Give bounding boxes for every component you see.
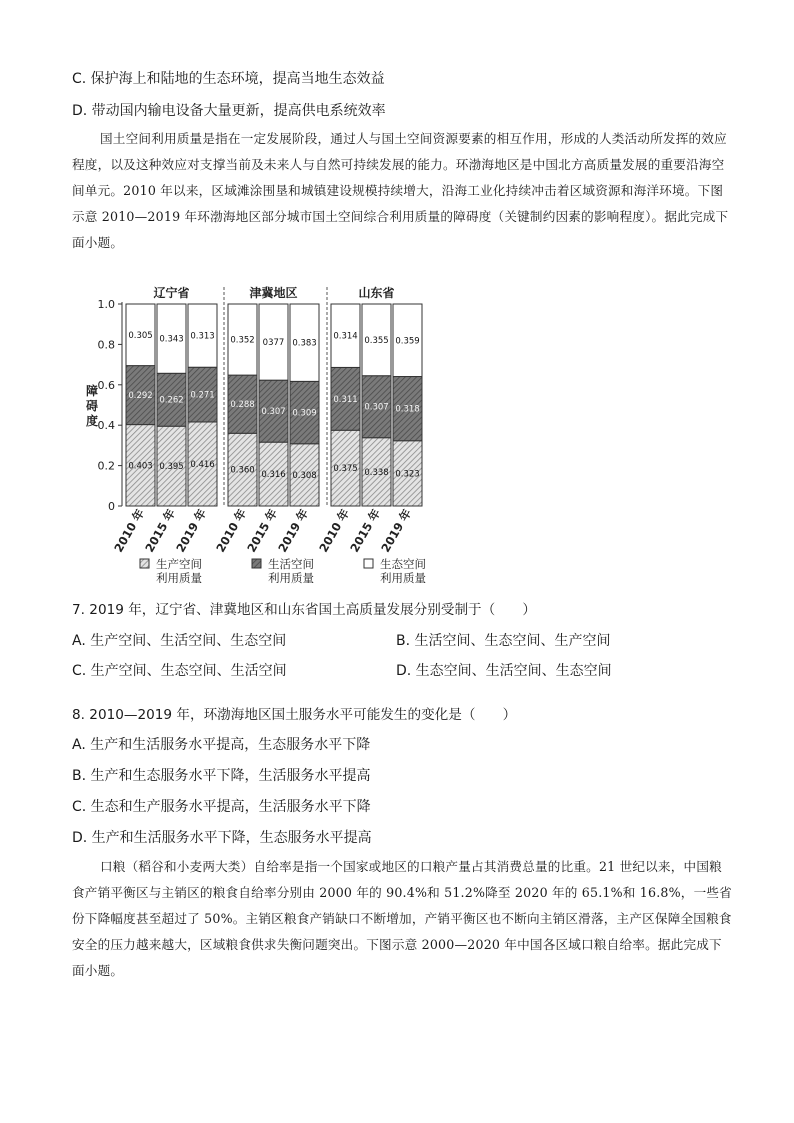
data-label: 0.292 [128,391,153,402]
y-tick-label: 0.6 [97,378,115,392]
x-tick-label: 2019 年 [275,506,312,555]
y-tick-label: 1.0 [97,298,115,311]
y-tick-label: 0.8 [97,338,115,352]
question-7-stem: 7. 2019 年，辽宁省、津冀地区和山东省国土高质量发展分别受制于（ ） [72,602,537,618]
data-label: 0.338 [364,467,389,478]
data-label: 0.323 [395,469,420,480]
data-label: 0.416 [190,459,215,470]
legend-swatch [364,559,373,568]
data-label: 0.309 [292,408,317,419]
data-label: 0.343 [159,334,184,345]
data-label: 0.307 [364,402,389,413]
y-axis-title: 度 [85,414,99,428]
data-label: 0.352 [230,335,255,346]
data-label: 0.314 [333,331,358,342]
y-tick-label: 0 [108,500,115,513]
data-label: 0.318 [395,404,420,415]
stacked-bar-chart [80,283,450,593]
q7-option-c[interactable]: C. 生产空间、生态空间、生活空间 [72,663,287,679]
data-label: 0.375 [333,464,358,475]
passage-text: 国土空间利用质量是指在一定发展阶段，通过人与国土空间资源要素的相互作用，形成的人类活动所发挥的效应程度，以及这种效应对支撑当前及未来人与自然可持续发展的能力。环渤海地区是中国北方高质量发展的重要沿海空间单元。2010 年以来，区域滩涂围垦和城镇建设规模持续增大，沿海工业化持续冲击着区域资源和海洋环境。下图示意 2010—2019 年环渤海地区部分城市国土空间综合利用质量的障碍度（关键制约因素的影响程度）。据此完成下面小题。 [72,131,729,250]
data-label: 0.395 [159,462,184,473]
y-tick-label: 0.2 [97,459,115,473]
legend-label: 生活空间 [268,557,314,571]
x-tick-label: 2019 年 [173,506,210,555]
x-tick-label: 2010 年 [213,506,250,555]
data-label: 0377 [262,338,285,349]
data-label: 0.307 [261,407,286,418]
prev-option-c: C. 保护海上和陆地的生态环境，提高当地生态效益 [72,71,385,87]
data-label: 0.271 [190,390,215,401]
q8-option-d[interactable]: D. 生产和生活服务水平下降，生态服务水平提高 [72,830,372,846]
group-title: 津冀地区 [249,286,298,300]
legend-label: 利用质量 [268,571,314,585]
data-label: 0.403 [128,461,153,472]
x-tick-label: 2015 年 [244,506,281,555]
x-tick-label: 2010 年 [111,506,148,555]
passage-text-2: 口粮（稻谷和小麦两大类）自给率是指一个国家或地区的口粮产量占其消费总量的比重。21 世纪以来，中国粮食产销平衡区与主销区的粮食自给率分别由 2000 年的 90.4%和 51.2%降至 2020 年的 65.1%和 16.8%，一些省份下降幅度甚至超过了 50%。主销区粮食产销缺口不断增加，产销平衡区也不断向主销区滑落，主产区保障全国粮食安全的压力越来越大，区域粮食供求失衡问题突出。下图示意 2000—2020 年中国各区域口粮自给率。据此完成下面小题。 [72,859,732,978]
group-title: 山东省 [358,286,395,300]
data-label: 0.313 [190,331,215,342]
q7-option-d[interactable]: D. 生态空间、生活空间、生态空间 [396,663,612,679]
data-label: 0.288 [230,400,255,411]
legend-label: 生产空间 [156,557,202,571]
data-label: 0.316 [261,470,286,481]
prev-option-d: D. 带动国内输电设备大量更新，提高供电系统效率 [72,103,386,119]
data-label: 0.311 [333,394,358,405]
legend-swatch [140,559,149,568]
data-label: 0.305 [128,330,153,341]
y-axis-title: 障 [85,384,99,398]
data-label: 0.360 [230,465,255,476]
x-tick-label: 2015 年 [142,506,179,555]
data-label: 0.383 [292,338,317,349]
passage-land-quality [72,126,732,256]
legend-label: 生态空间 [380,557,426,571]
data-label: 0.308 [292,470,317,481]
group-title: 辽宁省 [153,286,190,300]
q8-option-b[interactable]: B. 生产和生态服务水平下降，生活服务水平提高 [72,768,371,784]
data-label: 0.355 [364,335,389,346]
q8-option-c[interactable]: C. 生态和生产服务水平提高，生活服务水平下降 [72,799,371,815]
legend-swatch [252,559,261,568]
legend-label: 利用质量 [380,571,426,585]
question-8-stem: 8. 2010—2019 年，环渤海地区国土服务水平可能发生的变化是（ ） [72,707,517,723]
obstacle-degree-chart [80,283,450,593]
data-label: 0.262 [159,395,184,406]
data-label: 0.359 [395,336,420,347]
x-tick-label: 2015 年 [347,506,384,555]
q7-option-a[interactable]: A. 生产空间、生活空间、生态空间 [72,633,287,649]
y-axis-title: 碍 [85,399,99,413]
y-tick-label: 0.4 [97,419,115,433]
passage-grain-self-sufficiency [72,854,732,984]
x-tick-label: 2019 年 [378,506,415,555]
q7-option-b[interactable]: B. 生活空间、生态空间、生产空间 [396,633,611,649]
x-tick-label: 2010 年 [316,506,353,555]
q8-option-a[interactable]: A. 生产和生活服务水平提高，生态服务水平下降 [72,737,371,753]
legend-label: 利用质量 [156,571,202,585]
